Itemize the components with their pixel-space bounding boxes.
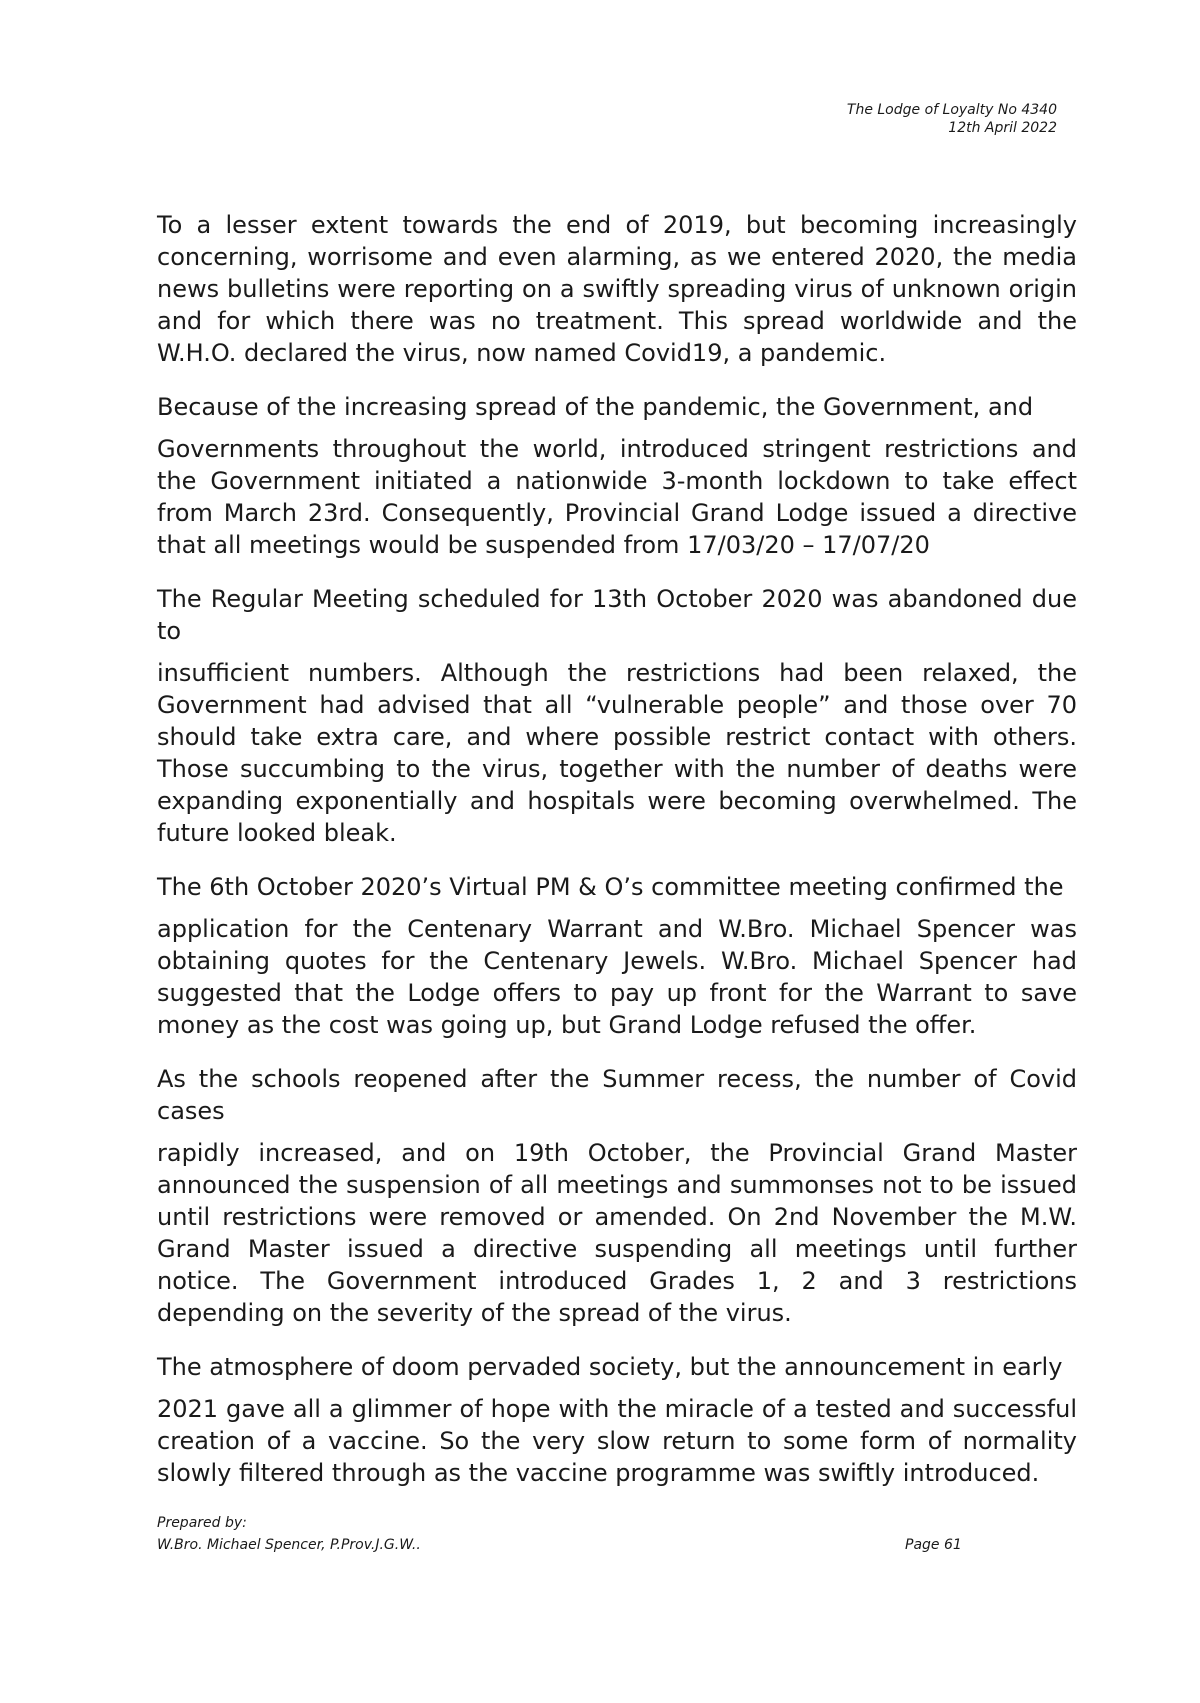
paragraph-4: [157, 871, 1077, 1041]
paragraph-6: [157, 1351, 1077, 1489]
header-date: 12th April 2022: [948, 120, 1057, 136]
paragraph-2: [157, 391, 1077, 561]
paragraph-1: [157, 209, 1077, 369]
page-header: [847, 101, 1057, 137]
footer-author: W.Bro. Michael Spencer, P.Prov.J.G.W..: [157, 1537, 421, 1553]
body-text: [157, 209, 1077, 1511]
paragraph-6-text: 2021 gave all a glimmer of hope with the miracle of a tested and successful creation of a vaccine. So the very slow return to some form of normality slowly filtered through as the vaccine programme was swiftly introduced.: [157, 1395, 1077, 1487]
footer-prepared-label: Prepared by:: [157, 1515, 247, 1531]
paragraph-4-text: application for the Centenary Warrant and W.Bro. Michael Spencer was obtaining quotes for the Centenary Jewels. W.Bro. Michael Spencer had suggested that the Lodge offers to pay up front for the Warrant to save money as the cost was going up, but Grand Lodge refused the offer.: [157, 915, 1077, 1039]
paragraph-1-text: To a lesser extent towards the end of 2019, but becoming increasingly concerning, worrisome and even alarming, as we entered 2020, the media news bulletins were reporting on a swiftly spreading virus of unknown origin and for which there was no treatment. This spread worldwide and the W.H.O. declared the virus, now named Covid19, a pandemic.: [157, 211, 1077, 367]
paragraph-3-first-line: The Regular Meeting scheduled for 13th October 2020 was abandoned due to: [157, 585, 1077, 645]
paragraph-2-first-line: Because of the increasing spread of the pandemic, the Government, and: [157, 393, 1034, 421]
paragraph-5-text: rapidly increased, and on 19th October, the Provincial Grand Master announced the suspension of all meetings and summonses not to be issued until restrictions were removed or amended. On 2nd November the M.W. Grand Master issued a directive suspending all meetings until further notice. The Government introduced Grades 1, 2 and 3 restrictions depending on the severity of the spread of the virus.: [157, 1139, 1077, 1327]
paragraph-4-first-line: The 6th October 2020’s Virtual PM & O’s committee meeting confirmed the: [157, 873, 1064, 901]
paragraph-5-first-line: As the schools reopened after the Summer recess, the number of Covid cases: [157, 1065, 1077, 1125]
paragraph-6-first-line: The atmosphere of doom pervaded society, but the announcement in early: [157, 1353, 1063, 1381]
footer-prepared-by: [157, 1512, 421, 1556]
page-number: Page 61: [905, 1537, 962, 1553]
paragraph-5: [157, 1063, 1077, 1329]
paragraph-2-text: Governments throughout the world, introduced stringent restrictions and the Government initiated a nationwide 3-month lockdown to take effect from March 23rd. Consequently, Provincial Grand Lodge issued a directive that all meetings would be suspended from 17/03/20 – 17/07/20: [157, 435, 1077, 559]
paragraph-3: [157, 583, 1077, 849]
header-lodge-name: The Lodge of Loyalty No 4340: [846, 102, 1057, 118]
paragraph-3-text: insufficient numbers. Although the restrictions had been relaxed, the Government had advised that all “vulnerable people” and those over 70 should take extra care, and where possible restrict contact with others. Those succumbing to the virus, together with the number of deaths were expanding exponentially and hospitals were becoming overwhelmed. The future looked bleak.: [157, 659, 1077, 847]
